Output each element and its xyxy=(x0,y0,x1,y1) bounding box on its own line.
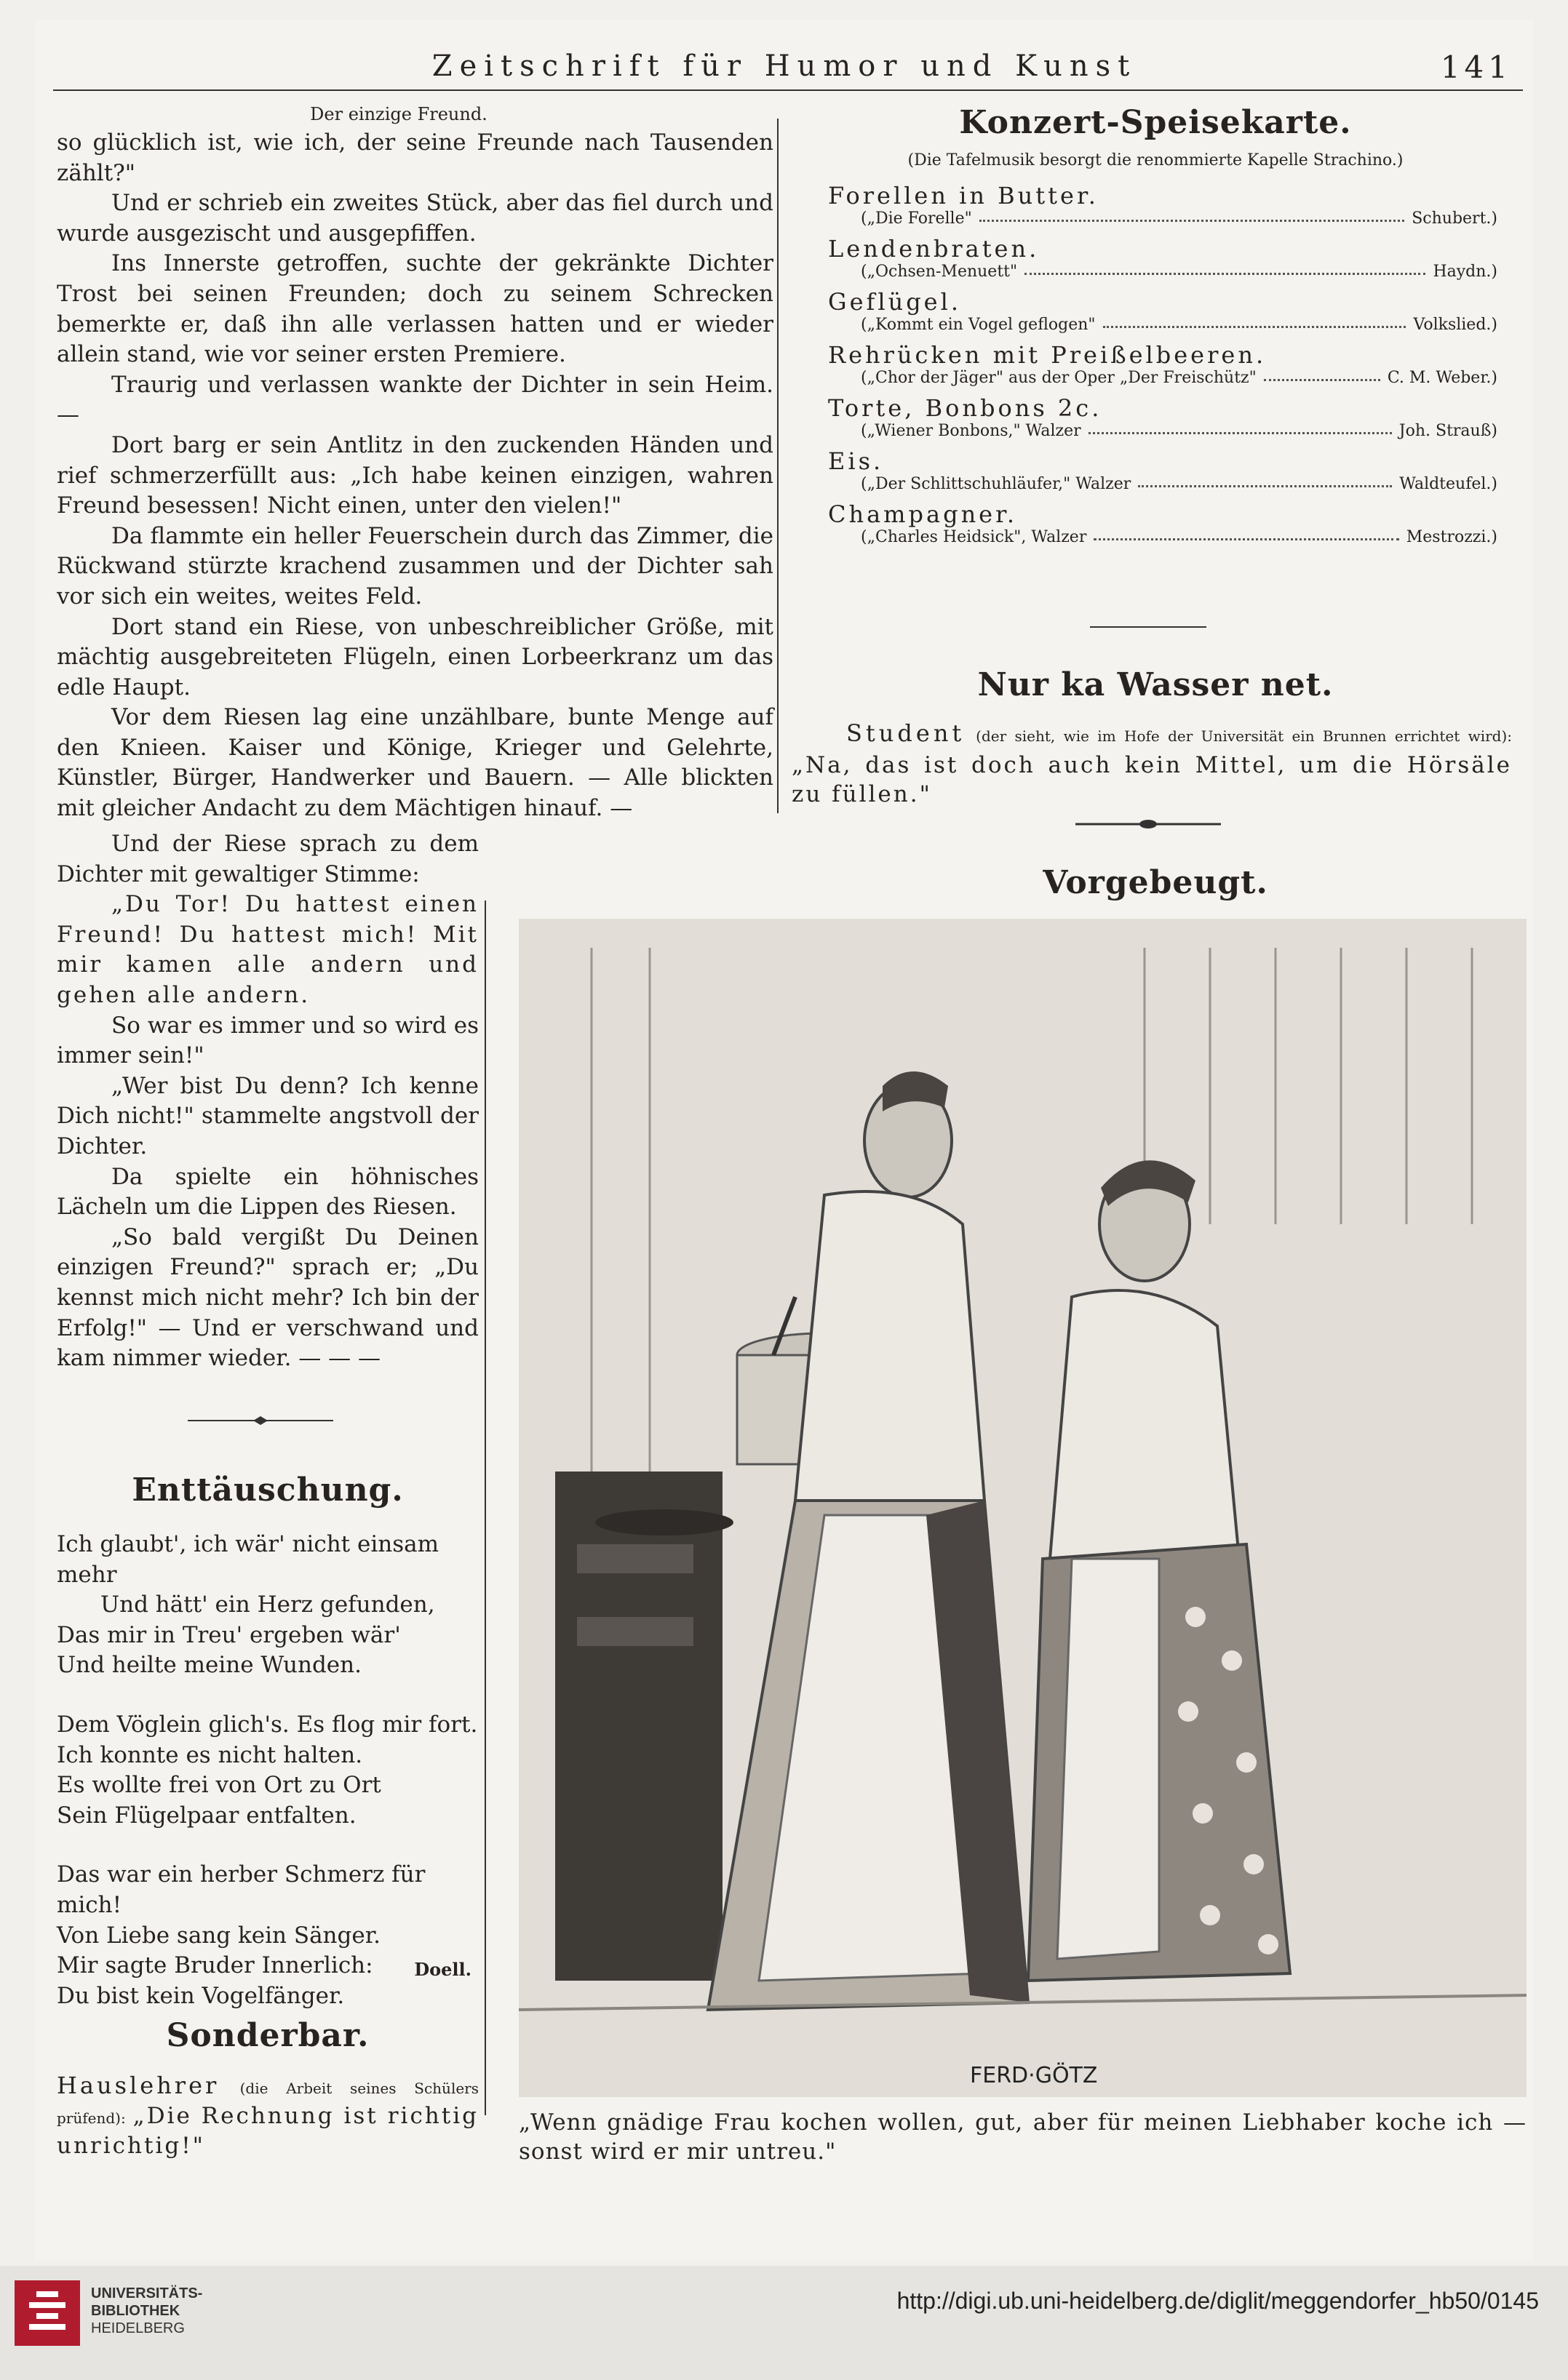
story-paragraph: Da flammte ein heller Feuerschein durch das Zimmer, die Rückwand stürzte krachend zusammen und der Dichter sah vor sich ein weites, weites Feld. xyxy=(57,522,773,610)
sonderbar-title: Sonderbar. xyxy=(166,2017,370,2054)
menu-item xyxy=(828,288,1497,334)
menu-music-line xyxy=(861,209,1497,228)
wasser-title: Nur ka Wasser net. xyxy=(977,666,1334,703)
vorgebeugt-title: Vorgebeugt. xyxy=(1043,864,1268,901)
running-header: Zeitschrift für Humor und Kunst xyxy=(431,49,1137,83)
menu-piece: („Charles Heidsick", Walzer xyxy=(861,528,1087,546)
story-paragraph: Traurig und verlassen wankte der Dichter in sein Heim. — xyxy=(57,371,773,428)
library-name-line: UNIVERSITÄTS- xyxy=(91,2285,203,2301)
story-running-title: Der einzige Freund. xyxy=(310,104,487,124)
source-url-link[interactable]: http://digi.ub.uni-heidelberg.de/diglit/meggendorfer_hb50/0145 xyxy=(896,2288,1539,2314)
illustration-two-women-kitchen xyxy=(519,919,1527,2097)
story-paragraph: Und er schrieb ein zweites Stück, aber das fiel durch und wurde ausgezischt und ausgepfiffen. xyxy=(57,190,773,247)
menu-piece: („Chor der Jäger" aus der Oper „Der Freischütz" xyxy=(861,369,1257,387)
wasser-speaker: Student xyxy=(846,719,966,747)
story-paragraph: Und der Riese sprach zu dem Dichter mit gewaltiger Stimme: xyxy=(57,831,479,887)
story-paragraph: so glücklich ist, wie ich, der seine Freunde nach Tausenden zählt?" xyxy=(57,129,773,186)
poem-line: Dem Vöglein glich's. Es flog mir fort. xyxy=(57,1711,478,1738)
poem-line: Mir sagte Bruder Innerlich: xyxy=(57,1952,373,1979)
menu-composer: Volkslied.) xyxy=(1413,316,1497,334)
poem-line: Und hätt' ein Herz gefunden, xyxy=(100,1592,435,1618)
header-rule xyxy=(53,89,1523,91)
story-paragraph: So war es immer und so wird es immer sein!" xyxy=(57,1012,479,1069)
library-name-line: BIBLIOTHEK xyxy=(91,2303,180,2319)
poem-line: Du bist kein Vogelfänger. xyxy=(57,1982,345,2009)
story-paragraph: Ins Innerste getroffen, suchte der gekränkte Dichter Trost bei seinen Freunden; doch zu seinem Schrecken bemerkte er, daß ihn alle verlassen hatten und er wieder allein stand, wie vor seiner ersten Premiere. xyxy=(57,250,773,368)
sonderbar-body xyxy=(57,2072,479,2160)
menu-item xyxy=(828,394,1497,440)
menu-music-line xyxy=(861,369,1497,387)
menu-piece: („Der Schlittschuhläufer," Walzer xyxy=(861,475,1131,493)
sonderbar-direction: (die Arbeit seines Schülers prüfend): xyxy=(57,2080,479,2127)
menu-list xyxy=(828,182,1497,554)
library-name-line: HEIDELBERG xyxy=(91,2320,185,2336)
poem-title: Enttäuschung. xyxy=(132,1471,404,1509)
menu-composer: Mestrozzi.) xyxy=(1406,528,1497,546)
story-body xyxy=(57,128,773,824)
menu-dish: Geflügel. xyxy=(828,288,962,316)
poem-line: Das mir in Treu' ergeben wär' xyxy=(57,1621,401,1648)
story-paragraph: „So bald vergißt Du Deinen einzigen Freund?" sprach er; „Du kennst mich nicht mehr? Ich bin der Erfolg!" — Und er verschwand und kam nimmer wieder. — — — xyxy=(57,1223,479,1372)
poem-line: Von Liebe sang kein Sänger. xyxy=(57,1922,381,1949)
story-paragraph: Da spielte ein höhnisches Lächeln um die Lippen des Riesen. xyxy=(57,1163,479,1221)
menu-composer: Joh. Strauß) xyxy=(1398,422,1497,440)
ornament-divider xyxy=(1061,819,1235,829)
sonderbar-quote: „Die Rechnung ist richtig unrichtig!" xyxy=(57,2103,479,2159)
menu-dish: Forellen in Butter. xyxy=(828,182,1099,209)
menu-piece: („Kommt ein Vogel geflogen" xyxy=(861,316,1096,334)
menu-item xyxy=(828,182,1497,228)
illustration-signature: FERD·GÖTZ xyxy=(970,2063,1098,2088)
menu-music-line xyxy=(861,263,1497,281)
illustration-caption: „Wenn gnädige Frau kochen wollen, gut, aber für meinen Liebhaber koche ich — sonst wird er mir untreu." xyxy=(519,2109,1527,2165)
wasser-body xyxy=(792,719,1512,809)
poem-column-rule xyxy=(485,901,486,2115)
menu-music-line xyxy=(861,316,1497,334)
poem-line: Und heilte meine Wunden. xyxy=(57,1652,362,1679)
poem-line: Ich glaubt', ich wär' nicht einsam mehr xyxy=(57,1531,439,1588)
menu-piece: („Wiener Bonbons," Walzer xyxy=(861,422,1081,440)
menu-music-line xyxy=(861,528,1497,546)
library-name xyxy=(91,2285,202,2337)
menu-dish: Champagner. xyxy=(828,500,1018,528)
menu-dish: Torte, Bonbons 2c. xyxy=(828,394,1102,422)
menu-item xyxy=(828,235,1497,281)
page xyxy=(35,20,1534,2261)
menu-music-line xyxy=(861,422,1497,440)
menu-composer: Schubert.) xyxy=(1412,209,1497,228)
menu-composer: Waldteufel.) xyxy=(1399,475,1497,493)
menu-dish: Rehrücken mit Preißelbeeren. xyxy=(828,341,1267,369)
menu-music-line xyxy=(861,475,1497,493)
menu-item xyxy=(828,447,1497,493)
poem-author: Doell. xyxy=(414,1959,471,1980)
menu-subtitle: (Die Tafelmusik besorgt die renommierte Kapelle Strachino.) xyxy=(907,151,1404,169)
menu-dish: Lendenbraten. xyxy=(828,235,1040,263)
story-paragraph: „Wer bist Du denn? Ich kenne Dich nicht!" stammelte angstvoll der Dichter. xyxy=(57,1072,479,1159)
sonderbar-speaker: Hauslehrer xyxy=(57,2072,220,2099)
poem-line: Ich konnte es nicht halten. xyxy=(57,1741,363,1768)
story-paragraph: Dort stand ein Riese, von unbeschreiblicher Größe, mit mächtig ausgebreiteten Flügeln, einen Lorbeerkranz um das edle Haupt. xyxy=(57,613,773,700)
menu-title: Konzert-Speisekarte. xyxy=(959,104,1352,141)
page-number: 141 xyxy=(1440,49,1512,85)
menu-item xyxy=(828,341,1497,387)
poem-body xyxy=(57,1530,479,2011)
story-paragraph: Vor dem Riesen lag eine unzählbare, bunte Menge auf den Knieen. Kaiser und Könige, Krieger und Gelehrte, Künstler, Bürger, Handwerker und Bauern. — Alle blickten mit gleicher Andacht zu dem Mächtigen hinauf. — xyxy=(57,704,773,822)
wasser-direction: (der sieht, wie im Hofe der Universität ein Brunnen errichtet wird): xyxy=(976,727,1513,745)
story-body-narrow xyxy=(57,829,479,1374)
library-logo xyxy=(15,2280,80,2346)
menu-end-rule xyxy=(1090,626,1206,628)
menu-piece: („Ochsen-Menuett" xyxy=(861,263,1018,281)
library-footer xyxy=(0,2266,1568,2380)
poem-line: Es wollte frei von Ort zu Ort xyxy=(57,1772,381,1799)
menu-composer: C. M. Weber.) xyxy=(1387,369,1497,387)
illustration-drawing xyxy=(519,919,1527,2097)
poem-line: Das war ein herber Schmerz für mich! xyxy=(57,1861,426,1918)
menu-dish: Eis. xyxy=(828,447,884,475)
ornament-divider xyxy=(151,1415,370,1426)
poem-line: Sein Flügelpaar entfalten. xyxy=(57,1802,357,1829)
menu-piece: („Die Forelle" xyxy=(861,209,972,228)
story-paragraph: Dort barg er sein Antlitz in den zuckenden Händen und rief schmerzerfüllt aus: „Ich habe keinen einzigen, wahren Freund besessen! Nicht einen, unter den vielen!" xyxy=(57,431,773,519)
menu-item xyxy=(828,500,1497,546)
column-rule xyxy=(777,119,779,813)
wasser-quote: „Na, das ist doch auch kein Mittel, um die Hörsäle zu füllen." xyxy=(792,752,1512,807)
menu-composer: Haydn.) xyxy=(1433,263,1497,281)
story-paragraph: „Du Tor! Du hattest einen Freund! Du hattest mich! Mit mir kamen alle andern und gehen alle andern. xyxy=(57,891,479,1008)
